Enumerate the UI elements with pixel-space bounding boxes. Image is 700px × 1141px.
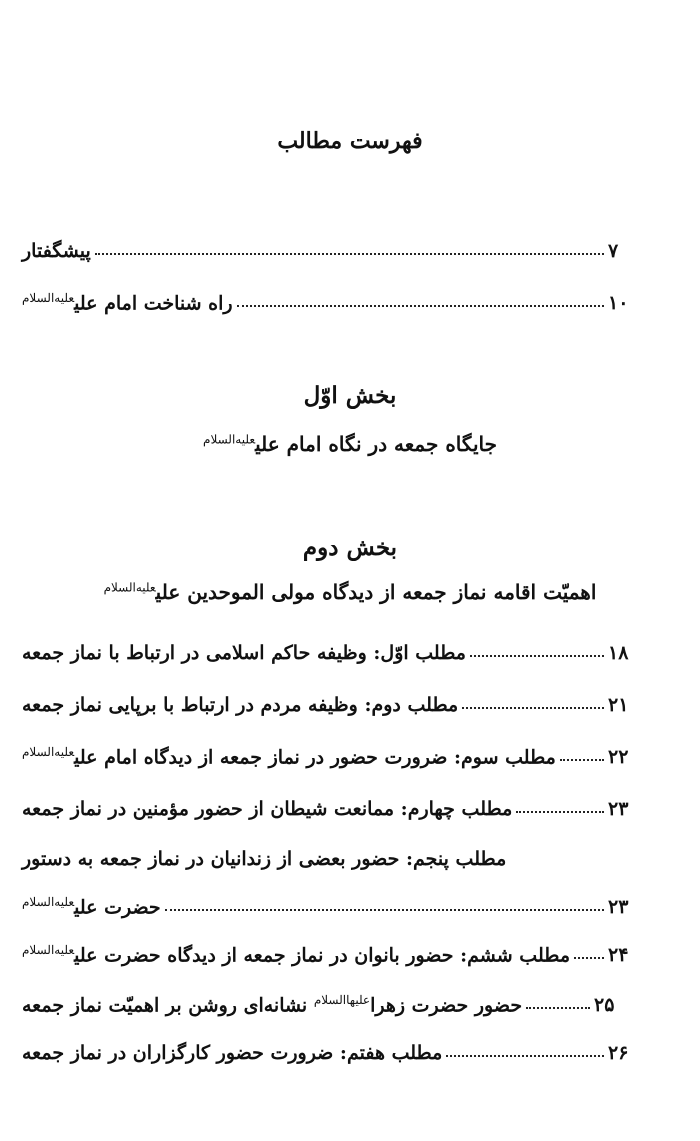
entry-text: حضور حضرت زهرا$^{علیهاالسلام}$ نشانه‌ای روشن بر اهمیّت نماز جمعه xyxy=(22,992,523,1016)
entry-text: مطلب پنجم: حضور بعضی از زندانیان در نماز جمعه به دستور xyxy=(22,848,507,870)
entry-text: راه شناخت امام علی$^{علیه‌السلام}$ xyxy=(22,290,233,314)
entry-text: مطلب سوم: ضرورت حضور در نماز جمعه از دیدگاه امام علی$^{علیه‌السلام}$ xyxy=(22,744,556,768)
honorific: علیه‌السلام xyxy=(22,942,75,957)
honorific: علیه‌السلام xyxy=(103,580,156,595)
entry-text: مطلب چهارم: ممانعت شیطان از حضور مؤمنین در نماز جمعه xyxy=(22,798,513,820)
toc-entry[interactable] xyxy=(22,982,616,1016)
leader-dots xyxy=(462,707,604,709)
honorific: علیه‌السلام xyxy=(22,894,75,909)
page-title: فهرست مطالب xyxy=(277,128,423,154)
leader-dots xyxy=(516,811,604,813)
leader-dots xyxy=(470,655,604,657)
entry-text: حضرت علی$^{علیه‌السلام}$ xyxy=(22,894,161,918)
part1-heading: بخش اوّل xyxy=(303,382,397,409)
honorific: علیه‌السلام xyxy=(22,744,75,759)
leader-dots xyxy=(446,1055,604,1057)
toc-entry-knowing-imam-ali[interactable] xyxy=(22,280,630,314)
leader-dots xyxy=(574,957,604,959)
entry-text: پیشگفتار xyxy=(22,240,91,262)
honorific: علیهاالسلام xyxy=(313,992,371,1007)
part2-heading: بخش دوم xyxy=(302,534,398,561)
toc-entry[interactable] xyxy=(22,1030,630,1064)
entry-page-number: ۱۸ xyxy=(608,642,629,664)
honorific: علیه‌السلام xyxy=(22,290,75,305)
toc-entry[interactable] xyxy=(22,630,630,664)
toc-entry-preface[interactable] xyxy=(22,228,630,262)
leader-dots xyxy=(560,759,604,761)
entry-text: مطلب ششم: حضور بانوان در نماز جمعه از دیدگاه حضرت علی$^{علیه‌السلام}$ xyxy=(22,942,570,966)
toc-entry[interactable] xyxy=(22,682,630,716)
entry-text: مطلب دوم: وظیفه مردم در ارتباط با برپایی نماز جمعه xyxy=(22,694,459,716)
part1-subtitle: جایگاه جمعه در نگاه امام علی$^{علیه‌السلام}$ xyxy=(203,432,497,456)
entry-text: مطلب هفتم: ضرورت حضور کارگزاران در نماز جمعه xyxy=(22,1042,443,1064)
toc-entry-line1[interactable] xyxy=(22,836,630,870)
entry-page-number: ۷ xyxy=(608,240,619,262)
leader-dots xyxy=(237,305,604,307)
entry-page-number: ۲۳ xyxy=(608,798,629,820)
leader-dots xyxy=(526,1007,590,1009)
entry-page-number: ۲۵ xyxy=(594,994,615,1016)
entry-page-number: ۲۴ xyxy=(608,944,629,966)
toc-entry[interactable] xyxy=(22,786,630,820)
honorific: علیه‌السلام xyxy=(203,432,256,447)
leader-dots xyxy=(165,909,604,911)
entry-page-number: ۲۱ xyxy=(608,694,629,716)
toc-entry[interactable] xyxy=(22,734,630,768)
entry-page-number: ۲۶ xyxy=(608,1042,629,1064)
entry-page-number: ۲۲ xyxy=(608,746,629,768)
entry-text: مطلب اوّل: وظیفه حاکم اسلامی در ارتباط با نماز جمعه xyxy=(22,642,466,664)
leader-dots xyxy=(95,253,604,255)
toc-entry-line2[interactable] xyxy=(22,884,630,918)
toc-entry[interactable] xyxy=(22,932,630,966)
entry-page-number: ۱۰ xyxy=(608,292,629,314)
part2-subtitle: اهمیّت اقامه نماز جمعه از دیدگاه مولی الموحدین علی$^{علیه‌السلام}$ xyxy=(103,580,597,604)
entry-page-number: ۲۳ xyxy=(608,896,629,918)
